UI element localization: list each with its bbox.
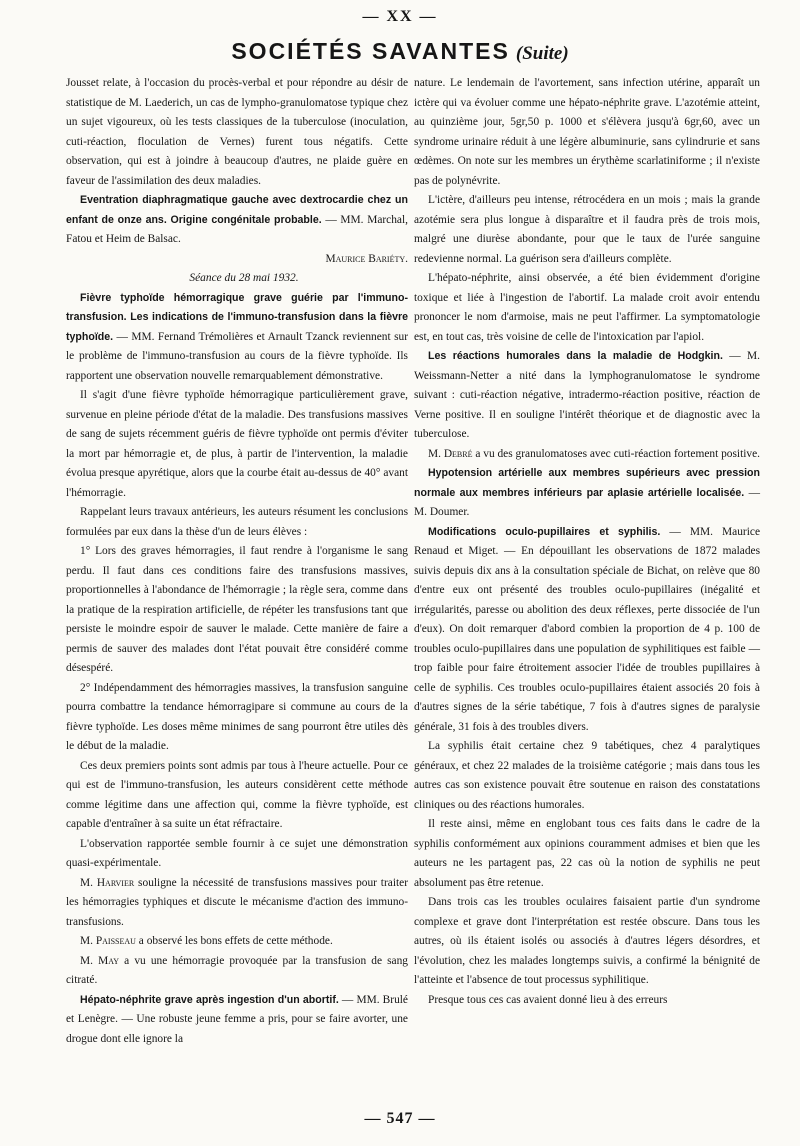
paragraph: 1° Lors des graves hémorragies, il faut rendre à l'organisme le sang perdu. Il faut dans ces conditions faire des transfusions massives, proportionnelles à l'abondance de l'hémorragie ; la règle sera, comme dans la pratique de la respiration artificielle, de répéter les transfusions tant que persiste le moindre espoir de sauver le malade. Cette manière de faire a permis de sauver des malades dont l'état pouvait être considéré comme désespéré.: [66, 545, 408, 674]
paragraph: [66, 191, 408, 250]
paragraph-text: souligne la nécessité de transfusions massives pour traiter les hémorragies typhiques et discute le mécanisme d'action des immuno-transfusions.: [66, 876, 409, 928]
paragraph: [66, 289, 408, 387]
section-heading: Les réactions humorales dans la maladie de Hodgkin.: [428, 350, 723, 362]
page-number: — 547 —: [364, 1110, 436, 1127]
paragraph: L'hépato-néphrite, ainsi observée, a été bien évidemment d'origine toxique et liée à l'ingestion de l'abortif. La malade croit avoir entendu prononcer le nom d'armoise, mais ne peut l'affirmer. La symptomatologie est, en tout cas, très voisine de celle de l'intoxication par l'apiol.: [414, 272, 760, 343]
paragraph: Rappelant leurs travaux antérieurs, les auteurs résument les conclusions formulées par eux dans la thèse d'un de leurs élèves :: [66, 506, 408, 538]
authors: — MM. Marchal, Fatou et Heim de Balsac.: [66, 213, 408, 245]
paragraph: [66, 952, 408, 991]
session-date: Séance du 28 mai 1932.: [189, 272, 299, 284]
paragraph: [414, 523, 760, 738]
paragraph: Presque tous ces cas avaient donné lieu à des erreurs: [428, 993, 668, 1006]
authors: — MM. Fernand Trémolières et Arnault Tzanck reviennent sur le problème de l'immuno-transfusion au cours de la fièvre typhoïde. Ils rapportent une observation nouvelle remarquablement démonstrative.: [66, 330, 408, 382]
section-heading: Hypotension artérielle aux membres supérieurs avec pression normale aux membres inférieurs par aplasie artérielle localisée.: [414, 467, 760, 499]
title-main: SOCIÉTÉS SAVANTES: [231, 38, 510, 64]
author-name: M. Debré: [428, 447, 473, 460]
paragraph: [66, 932, 408, 952]
authors: — M. Weissmann-Netter a nité dans la lymphogranulomatose le syndrome suivant : cuti-réaction négative, intradermo-réaction positive, réaction de Verne positive. Il en souligne l'intérêt théorique et de diagnostic avec la tuberculose.: [414, 350, 760, 440]
paragraph: [414, 445, 760, 465]
section-heading: Fièvre typhoïde hémorragique grave guérie par l'immuno-transfusion. Les indications de l'immuno-transfusion dans la fièvre typhoïde.: [66, 291, 408, 343]
paragraph: Jousset relate, à l'occasion du procès-verbal et pour répondre au désir de statistique de M. Laederich, un cas de lympho-granulomatose typique chez un sujet vigoureux, où les tests classiques de la tuberculose (inoculation, cuti-réaction, floculation de Vernes) furent tous négatifs. Cette observation, qui est à joindre à beaucoup d'autres, ne plaide guère en faveur de l'assimilation des deux maladies.: [66, 77, 408, 187]
right-column: [414, 74, 760, 1010]
author-name: M. May: [80, 954, 120, 967]
paragraph: L'ictère, d'ailleurs peu intense, rétrocédera en un mois ; mais la grande azotémie sera plus longue à disparaître et il faudra près de trois mois, malgré une diurèse abondante, pour que le taux de l'urée sanguine redevienne normal. La guérison sera d'ailleurs complète.: [414, 194, 760, 265]
section-heading: Eventration diaphragmatique gauche avec dextrocardie chez un enfant de onze ans. Origine congénitale probable.: [66, 194, 408, 226]
paragraph: L'observation rapportée semble fournir à ce sujet une démonstration quasi-expérimentale.: [66, 837, 408, 869]
title-suite: (Suite): [515, 43, 569, 64]
paragraph: [66, 874, 408, 933]
paragraph-text: a vu des granulomatoses avec cuti-réaction fortement positive.: [472, 447, 761, 460]
paragraph-text: a observé les bons effets de cette méthode.: [135, 935, 333, 947]
authors: — M. Doumer.: [414, 486, 760, 518]
paragraph: [66, 991, 408, 1050]
left-column: [66, 74, 408, 1049]
paragraph: La syphilis était certaine chez 9 tabétiques, chez 4 paralytiques généraux, et chez 22 malades de la troisième catégorie ; mais dans tous les autres cas son existence pouvait être soutenue en raison des constatations cliniques ou des réactions humorales.: [414, 740, 760, 811]
section-heading: Modifications oculo-pupillaires et syphilis.: [428, 525, 661, 538]
paragraph-text: a vu une hémorragie provoquée par la transfusion de sang citraté.: [66, 954, 408, 986]
author-name: M. Paisseau: [80, 935, 136, 947]
signature: Maurice Bariéty.: [325, 252, 408, 265]
author-name: M. Harvier: [80, 876, 135, 889]
paragraph: nature. Le lendemain de l'avortement, sans infection utérine, apparaît un ictère qui va évoluer comme une hépato-néphrite grave. L'azotémie atteint, au quinzième jour, 5gr,50 p. 1000 et s'élèvera jusqu'à 6gr,60, avec un syndrome urinaire réduit à une légère albuminurie, sans cylindrurie et sans œdèmes. On note sur les membres un érythème scarlatiniforme ; il n'existe pas de polynévrite.: [414, 77, 760, 187]
paragraph: 2° Indépendamment des hémorragies massives, la transfusion sanguine pourra combattre la tendance hémorragipare si commune au cours de la fièvre typhoïde. Les doses même minimes de sang pourront être utiles dès le début de la maladie.: [66, 681, 408, 752]
paragraph: Dans trois cas les troubles oculaires faisaient partie d'un syndrome complexe et grave dont l'interprétation est restée obscure. Dans tous les autres, où ils étaient isolés ou associés à d'autres légers désordres, et l'évolution, chez les malades longtemps suivis, a confirmé la bénignité de l'atteinte et l'absence de tout processus syphilitique.: [414, 896, 760, 986]
paragraph: [414, 347, 760, 445]
section-heading: Hépato-néphrite grave après ingestion d'un abortif.: [80, 993, 339, 1006]
paragraph: Il reste ainsi, même en englobant tous ces faits dans le cadre de la syphilis conformément aux opinions couramment admises et bien que les auteurs ne les partagent pas, 22 cas où la notion de syphilis ne peut absolument pas être retenue.: [414, 818, 760, 889]
page-header-roman: — XX —: [362, 8, 438, 25]
paragraph: [414, 464, 760, 523]
paragraph: Ces deux premiers points sont admis par tous à l'heure actuelle. Pour ce qui est de l'immuno-transfusion, les auteurs considèrent cette méthode comme légitime dans une affection qui, comme la fièvre typhoïde, est capable d'entraîner à sa suite un état réfractaire.: [66, 759, 408, 830]
paragraph: Il s'agit d'une fièvre typhoïde hémorragique particulièrement grave, survenue en pleine période d'état de la maladie. Des transfusions massives de sang de sujets récemment guéris de fièvre typhoïde ont permis d'éviter la mort par hémorragie et, de plus, à partir de l'intervention, la maladie évolua presque apyrétique, alors que la courbe était au-dessus de 40° avant l'hémorragie.: [66, 389, 408, 499]
page-title: [0, 40, 800, 63]
authors: — MM. Brulé et Lenègre. — Une robuste jeune femme a pris, pour se faire avorter, une drogue dont elle ignore la: [66, 993, 408, 1045]
authors: — MM. Maurice Renaud et Miget. — En dépouillant les observations de 1872 malades suivis depuis dix ans à la consultation spéciale de Bichat, on relève que 80 d'entre eux ont présenté des troubles oculo-pupillaires (inégalité et irrégularités, paresse ou abolition des deux réflexes, perte dissociée de l'un d'eux). On doit remarquer d'abord combien la proportion de 4 p. 100 de troubles oculo-pupillaires dans une population de syphilitiques est faible — trop faible pour faire étroitement associer l'idée de troubles pupillaires à celle de syphilis. Ces troubles oculo-pupillaires étaient associés 20 fois à d'autres signes de la série tabétique, 7 fois à d'autres signes de paralysie générale, 31 fois à des troubles divers.: [414, 525, 760, 733]
